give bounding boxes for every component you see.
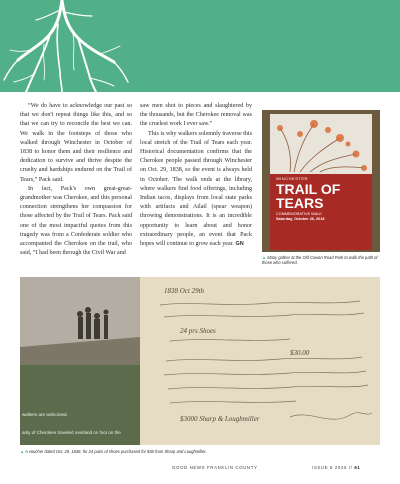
paragraph: saw men shot to pieces and slaughtered by the thousands, but the Cherokee removal was the cruelest work I ever saw.”	[140, 103, 252, 128]
voucher-caption-text: A voucher dated Oct. 29, 1838, for 24 pairs of shoes purchased for $30 from Sharp and Loughmiller.	[25, 449, 207, 454]
article-column-1	[20, 102, 132, 258]
voucher-line: $3000 Sharp & Loughmiller	[180, 415, 260, 423]
poster-place: WINCHESTER	[276, 176, 308, 181]
paragraph: “We do have to acknowledge our past so that we don't repeat things like this, and so that we can try to reconcile the best we can. We walk in the footsteps of those who walked through Winchester in October of 1838 to honor them and their resilience and dedication to survive and thrive despite the cruelty and hardships endured on the Trail of Tears,” Pack said.	[20, 103, 132, 183]
voucher-document	[140, 277, 380, 445]
footer-publication: GOOD NEWS FRANKLIN COUNTY	[172, 465, 258, 470]
sign-text-line: walkers are welcomed.	[22, 412, 68, 417]
caption-triangle-icon: ▲	[262, 255, 267, 260]
poster-date: Saturday, October 26, 2018	[276, 217, 325, 221]
caption-triangle-icon: ▲	[20, 449, 25, 454]
voucher-photo	[20, 277, 380, 445]
footer-issue	[312, 465, 360, 470]
footer-issue-text: ISSUE 6 2025 //	[312, 465, 353, 470]
tree-roots-illustration	[0, 0, 130, 92]
voucher-handwriting	[140, 277, 380, 445]
trail-of-tears-poster	[270, 114, 372, 250]
poster-caption	[262, 255, 382, 266]
article-column-2	[140, 102, 252, 249]
historical-sign	[20, 277, 140, 445]
poster-subtitle: COMMEMORATIVE WALK	[276, 212, 322, 216]
poster-title-block	[270, 174, 372, 250]
voucher-line: 24 prs Shoes	[180, 327, 216, 335]
poster-title-line1: TRAIL OF	[276, 181, 341, 197]
poster-caption-text: Many gather at the Old Cowan Road Park to walk the path of those who suffered.	[262, 255, 378, 266]
sign-photo	[20, 277, 140, 365]
signoff-mark: GN	[235, 241, 244, 248]
paragraph	[140, 130, 252, 250]
sign-text-line: arity of Cherokee traveled overland on foot on the	[22, 430, 121, 435]
voucher-caption	[20, 449, 380, 454]
voucher-line: 1838 Oct 29th	[164, 287, 205, 295]
poster-title-line2: TEARS	[276, 195, 324, 211]
page-number: 61	[354, 465, 361, 470]
voucher-line: $30.00	[290, 349, 310, 357]
paragraph: In fact, Pack's own great-great-grandmother was Cherokee, and this personal connection strengthens her compassion for those affected by the Trail of Tears. Pack said one of the most impactful quotes from this tragedy was from a Confederate soldier who accompanied the Cherokee on the trail, who said, “I had been through the Civil War and	[20, 185, 132, 257]
paragraph-text: This is why walkers solemnly traverse this local stretch of the Trail of Tears each year. Historical documentation confirms that the Cherokee people passed through Winchester on Oct. 29, 1838, so the event is always held in October. The walk ends at the library, where walkers find food offerings, including Indian tacos, displays from local state parks with artifacts and Atlatl (spear weapon) throwing demonstrations. It is an incredible opportunity to learn about and honor extraordinary people, an event that Pack hopes will continue to grow each year.	[140, 130, 252, 248]
poster-illustration	[270, 114, 372, 174]
